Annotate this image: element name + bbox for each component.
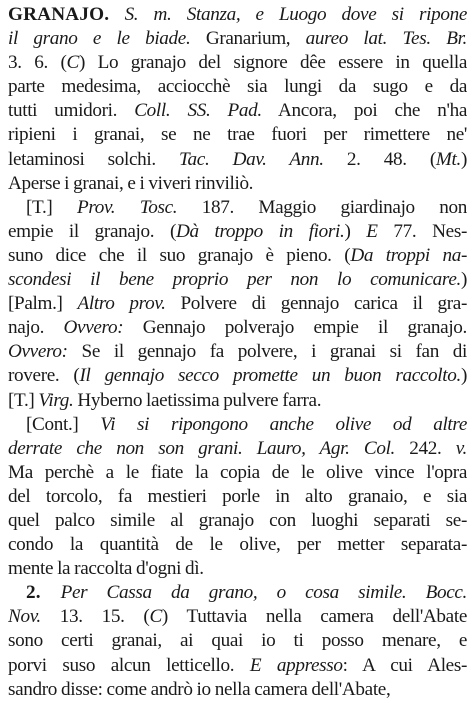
text-run: Granarium, [190, 28, 306, 50]
italic-text: Coll. SS. Pad. [134, 100, 262, 122]
italic-text: il grano e le biade. [8, 28, 191, 50]
text-line [8, 389, 467, 413]
text-run: ripieni i granai, se ne trae fuori per rimettere ne' [8, 124, 467, 146]
text-run: 187. Maggio giardinajo non [177, 196, 467, 218]
text-line [8, 51, 467, 75]
text-run: ) [460, 148, 467, 170]
text-run [109, 4, 124, 25]
text-line [8, 316, 467, 340]
text-line [8, 3, 467, 27]
text-run: rovere. ( [8, 365, 80, 387]
text-run: : A cui Ales- [342, 654, 467, 676]
text-run: Aperse i granai, e i viveri rinviliò. [8, 172, 254, 194]
paragraph-cont-addition [8, 413, 467, 582]
text-run: 2. 48. ( [323, 148, 436, 170]
text-run: parte medesima, acciocchè sia lungi da sugo e da [8, 76, 467, 98]
text-run: ) [460, 269, 467, 291]
text-run: ) Tuttavia nella camera dell'Abate [161, 606, 467, 628]
italic-text: Da troppi na- [350, 244, 467, 266]
italic-text: Mt. [435, 148, 461, 170]
italic-text: Nov. [8, 606, 41, 628]
italic-text: Ovvero: [63, 317, 124, 339]
text-run: mente la raccolta d'ogni dì. [8, 558, 204, 580]
text-line [8, 364, 467, 388]
paragraph-sense-2 [8, 581, 467, 701]
text-line [8, 99, 467, 123]
italic-text: Il gennajo secco promette un buon raccolto. [79, 365, 461, 387]
text-line [8, 533, 467, 557]
italic-text: C [66, 52, 79, 74]
italic-text: Per Cassa da grano, o cosa simile. Bocc. [60, 582, 467, 604]
text-run: condo la quantità de le olive, per metter separata- [8, 534, 467, 556]
text-line [8, 629, 467, 653]
text-run: [Palm.] [8, 293, 78, 315]
text-line [8, 123, 467, 147]
text-run: porvi suso alcun letticello. [8, 654, 250, 676]
text-line [8, 292, 467, 316]
text-run: ) [460, 365, 467, 387]
text-line [8, 340, 467, 364]
text-run: ) Lo granajo del signore dêe essere in quella [79, 52, 467, 74]
italic-text: Dà troppo in fiori. [176, 220, 345, 242]
text-line [8, 581, 467, 605]
italic-text: Vi si ripongono anche olive od altre [100, 413, 467, 435]
text-run: [T.] [26, 196, 77, 218]
italic-text: Virg. [38, 389, 74, 411]
text-line [8, 485, 467, 509]
italic-text: v. [455, 437, 467, 459]
text-run: Se il gennajo fa polvere, i granai si fan di [67, 341, 467, 363]
text-line [8, 509, 467, 533]
text-run: Ancora, poi che n'ha [261, 100, 467, 122]
text-line [8, 172, 467, 196]
italic-text: E [366, 220, 378, 242]
italic-text: S. m. Stanza, e Luogo dove si ripone [124, 4, 467, 25]
italic-text: E appresso [249, 654, 343, 676]
italic-text: C [149, 606, 162, 628]
dictionary-entry-granajo [8, 3, 467, 702]
paragraph-sense-1 [8, 3, 467, 196]
text-line [8, 654, 467, 678]
text-run: 13. 15. ( [40, 606, 150, 628]
text-run: tutti umidori. [8, 100, 135, 122]
text-run: [Cont.] [26, 413, 101, 435]
italic-text: Tac. Dav. Ann. [178, 148, 324, 170]
italic-text: Prov. Tosc. [76, 196, 178, 218]
text-line [8, 605, 467, 629]
headword: 2. [26, 582, 61, 604]
text-run: Polvere di gennajo carica il gra- [165, 293, 467, 315]
text-line [8, 437, 467, 461]
text-line [8, 220, 467, 244]
italic-text: Altro prov. [77, 293, 166, 315]
paragraph-tommaseo-additions [8, 196, 467, 413]
text-run: letaminosi solchi. [8, 148, 179, 170]
text-line [8, 557, 467, 581]
text-run: del torcolo, fa mestieri porle in alto granaio, e sia [8, 485, 467, 507]
text-run: suno dice che il suo granajo è pieno. ( [8, 244, 351, 266]
italic-text: Ovvero: [8, 341, 68, 363]
text-run: 242. [395, 437, 456, 459]
text-run: Hyberno laetissima pulvere farra. [73, 389, 322, 411]
text-run: najo. [8, 317, 64, 339]
text-run: ) [344, 220, 367, 242]
text-run: Ma perchè a le fiate la copia de le olive vince l'opra [8, 461, 467, 483]
italic-text: derrate che non son grani. Lauro, Agr. Col. [8, 437, 396, 459]
text-run: Gennajo polverajo empie il granajo. [123, 317, 467, 339]
text-run: sono certi granai, ai quai io ti posso menare, e [8, 630, 467, 652]
text-run: [T.] [8, 389, 39, 411]
italic-text: aureo lat. Tes. Br. [305, 28, 467, 50]
text-line [8, 196, 467, 220]
text-line [8, 27, 467, 51]
text-run: empie il granajo. ( [8, 220, 177, 242]
italic-text: scondesi il bene proprio per non lo comunicare. [8, 269, 461, 291]
text-line [8, 678, 467, 702]
headword: GRANAJO. [8, 4, 110, 25]
text-line [8, 148, 467, 172]
text-line [8, 75, 467, 99]
text-line [8, 461, 467, 485]
text-run: quel palco simile al granajo con luoghi separati se- [8, 509, 467, 531]
text-run: 77. Nes- [377, 220, 467, 242]
text-run: sandro disse: come andrò io nella camera dell'Abate, [8, 678, 391, 700]
text-line [8, 244, 467, 268]
text-run: 3. 6. ( [8, 52, 67, 74]
text-line [8, 268, 467, 292]
text-line [8, 413, 467, 437]
